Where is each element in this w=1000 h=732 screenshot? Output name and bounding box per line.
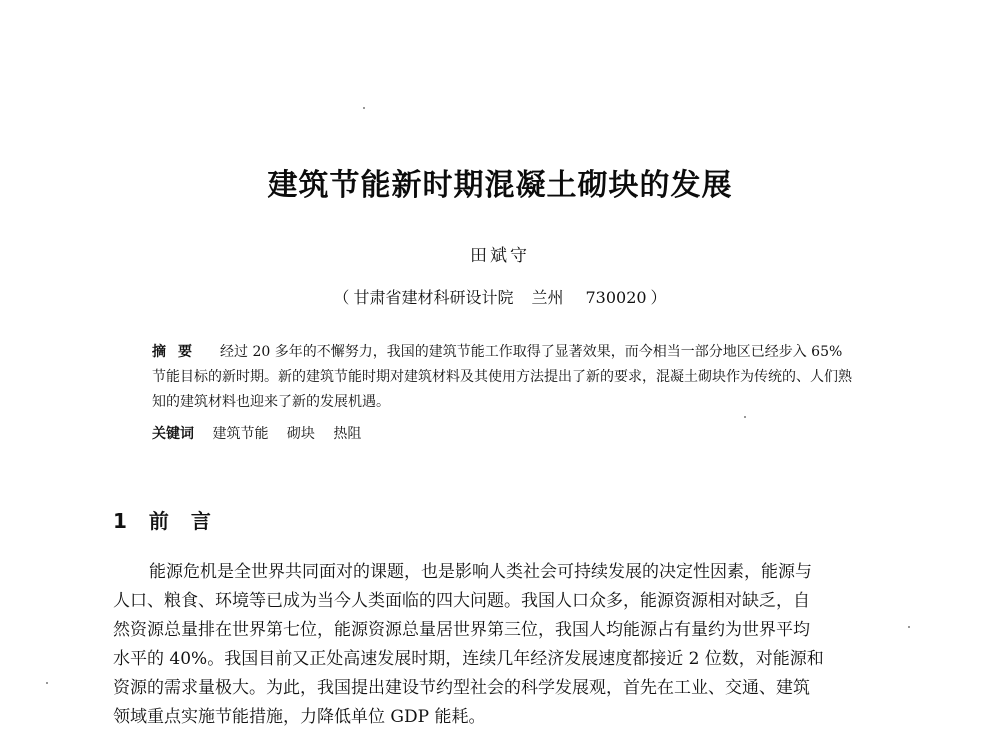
- keyword-item: 建筑节能: [212, 426, 269, 442]
- paragraph-line: 能源危机是全世界共同面对的课题，也是影响人类社会可持续发展的决定性因素，能源与: [149, 562, 812, 582]
- affiliation-city: 兰州: [531, 288, 564, 307]
- author-affiliation: [0, 285, 1000, 308]
- abstract-label: 摘要: [152, 344, 204, 360]
- section-name: 前言: [148, 509, 233, 533]
- keywords-label: 关键词: [152, 426, 194, 442]
- paper-title: 建筑节能新时期混凝土砌块的发展: [267, 168, 733, 203]
- abstract: [152, 340, 852, 415]
- scan-speck: [363, 107, 365, 109]
- affiliation-close-paren: ）: [650, 288, 667, 307]
- scan-speck: [908, 626, 910, 628]
- keyword-item: 热阻: [333, 426, 362, 442]
- abstract-text: 经过 20 多年的不懈努力，我国的建筑节能工作取得了显著效果，而今相当一部分地区已经步入 65%节能目标的新时期。新的建筑节能时期对建筑材料及其使用方法提出了新的要求，混凝土砌块作为传统的、人们熟知的建筑材料也迎来了新的发展机遇。: [152, 344, 852, 410]
- paragraph-line: 领域重点实施节能措施，力降低单位 GDP 能耗。: [113, 707, 486, 727]
- scan-speck: [744, 416, 746, 418]
- section-heading: [113, 505, 233, 534]
- keywords: [152, 423, 852, 443]
- affiliation-institution: 甘肃省建材科研设计院: [353, 288, 514, 307]
- section-number: 1: [113, 509, 127, 533]
- affiliation-open-paren: （: [333, 288, 350, 307]
- keyword-item: 砌块: [286, 426, 315, 442]
- body-paragraph: [113, 558, 888, 732]
- paragraph-line: 人口、粮食、环境等已成为当今人类面临的四大问题。我国人口众多，能源资源相对缺乏，自: [113, 591, 810, 611]
- scan-speck: [46, 682, 48, 684]
- affiliation-postcode: 730020: [585, 288, 647, 307]
- paragraph-line: 水平的 40%。我国目前又正处高速发展时期，连续几年经济发展速度都接近 2 位数，对能源和: [113, 649, 824, 669]
- paragraph-line: 然资源总量排在世界第七位，能源资源总量居世界第三位，我国人均能源占有量约为世界平均: [113, 620, 810, 640]
- author-name: 田斌守: [470, 246, 530, 266]
- paragraph-line: 资源的需求量极大。为此，我国提出建设节约型社会的科学发展观，首先在工业、交通、建筑: [113, 678, 810, 698]
